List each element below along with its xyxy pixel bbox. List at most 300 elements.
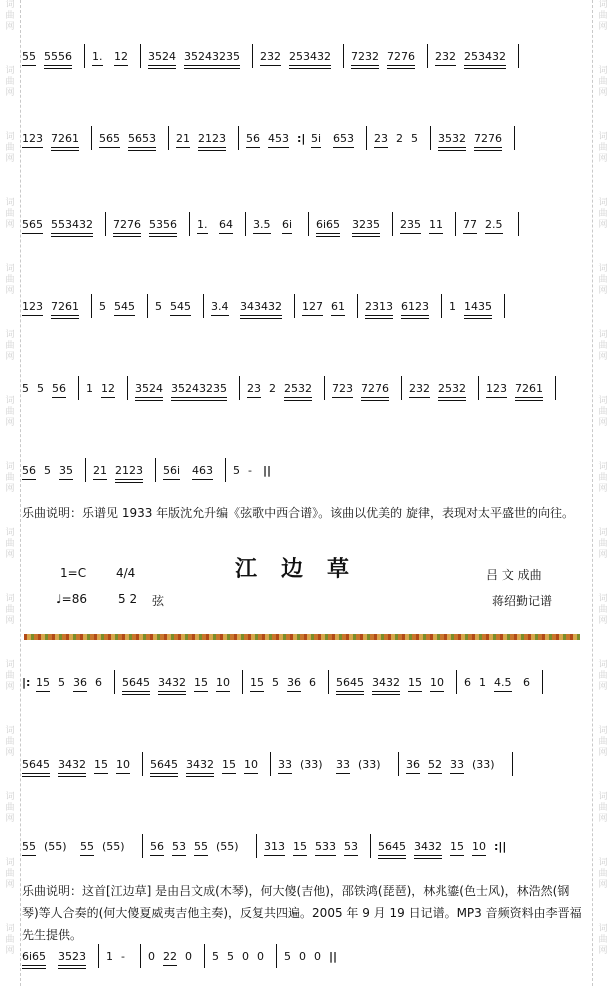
note-digits: 1. (197, 218, 208, 231)
underline-beam (93, 479, 107, 480)
underline-beam (198, 150, 226, 151)
note-digits: 0 (185, 950, 192, 963)
barline (238, 126, 239, 150)
note-digits: 253432 (464, 50, 506, 63)
note-digits: 56 (246, 132, 260, 145)
note-digits: 0 (148, 950, 155, 963)
note-digits: 36 (406, 758, 420, 771)
note-group (240, 300, 282, 314)
note-group (176, 132, 190, 146)
note-group (485, 218, 503, 232)
note-digits: (33) (358, 758, 381, 771)
note-group (316, 218, 340, 232)
repeat-or-end-barline: || (263, 464, 272, 477)
note-digits: 12 (114, 50, 128, 63)
note-digits: 3432 (186, 758, 214, 771)
string-tuning-label: 弦 (152, 594, 165, 608)
note-group (86, 382, 93, 396)
note-group (186, 758, 214, 772)
barline (504, 294, 505, 318)
underline-beam (414, 858, 442, 859)
note-group (523, 676, 530, 690)
underline-beam (115, 479, 143, 480)
note-group (449, 300, 456, 314)
note-digits: 15 (408, 676, 422, 689)
underline-beam (268, 147, 289, 148)
watermark-text: 词曲网 (598, 792, 608, 824)
note-group (365, 300, 393, 314)
score-row (22, 840, 582, 870)
note-group (435, 50, 456, 64)
underline-beam (438, 147, 466, 148)
note-group (148, 950, 155, 964)
score-row (22, 300, 582, 330)
underline-beam (240, 315, 282, 316)
underline-beam (450, 773, 464, 774)
underline-beam (351, 65, 379, 66)
underline-beam (115, 482, 143, 483)
note-digits: 653 (333, 132, 354, 145)
note-digits: 3432 (414, 840, 442, 853)
note-digits: 5 (272, 676, 279, 689)
barline (512, 752, 513, 776)
barline (343, 44, 344, 68)
note-digits: 7261 (51, 132, 79, 145)
underline-beam (336, 694, 364, 695)
note-digits: 15 (293, 840, 307, 853)
repeat-or-end-barline: :|| (494, 840, 507, 853)
note-digits: 11 (429, 218, 443, 231)
note-group (197, 218, 208, 232)
underline-beam (194, 691, 208, 692)
barline (518, 44, 519, 68)
note-group (272, 676, 279, 690)
barline (398, 752, 399, 776)
note-group (315, 840, 336, 854)
note-digits: (55) (102, 840, 125, 853)
note-digits: 533 (315, 840, 336, 853)
underline-beam (401, 315, 429, 316)
underline-beam (374, 147, 388, 148)
note-group (51, 300, 79, 314)
note-group (278, 758, 292, 772)
note-digits: 5645 (378, 840, 406, 853)
note-digits: 10 (472, 840, 486, 853)
underline-beam (122, 691, 150, 692)
note-group (227, 950, 234, 964)
barline (441, 294, 442, 318)
note-group (438, 132, 466, 146)
note-group (58, 758, 86, 772)
barline (78, 376, 79, 400)
note-group (172, 840, 186, 854)
note-group (352, 218, 380, 232)
underline-beam (372, 691, 400, 692)
underline-beam (409, 397, 430, 398)
underline-beam (36, 691, 50, 692)
note-group (93, 464, 107, 478)
note-group (411, 132, 418, 146)
note-digits: 3432 (58, 758, 86, 771)
barline (430, 126, 431, 150)
barline (91, 294, 92, 318)
underline-beam (464, 318, 492, 319)
note-digits: 6i65 (22, 950, 47, 963)
underline-beam (515, 400, 543, 401)
underline-beam (184, 68, 240, 69)
underline-beam (192, 479, 213, 480)
underline-beam (99, 147, 120, 148)
underline-beam (150, 773, 178, 774)
underline-beam (287, 691, 301, 692)
note-digits: 1 (479, 676, 486, 689)
underline-beam (264, 855, 285, 856)
note-digits: 5645 (336, 676, 364, 689)
underline-beam (194, 855, 208, 856)
underline-beam (365, 315, 393, 316)
watermark-text: 词曲网 (5, 594, 15, 626)
note-digits: - (121, 950, 125, 963)
note-group (438, 382, 466, 396)
score-row (22, 50, 582, 80)
barline (242, 670, 243, 694)
underline-beam (197, 233, 208, 234)
note-digits: 5i (311, 132, 322, 145)
note-digits: 6 (95, 676, 102, 689)
note-group (22, 758, 50, 772)
note-digits: 232 (435, 50, 456, 63)
underline-beam (372, 694, 400, 695)
note-group (185, 950, 192, 964)
note-group (36, 676, 50, 690)
barline (245, 212, 246, 236)
note-group (299, 950, 306, 964)
underline-beam (216, 691, 230, 692)
barline (328, 670, 329, 694)
note-group (22, 300, 43, 314)
underline-beam (22, 776, 50, 777)
note-digits: 15 (94, 758, 108, 771)
underline-beam (22, 968, 46, 969)
note-group (406, 758, 420, 772)
underline-beam (114, 315, 135, 316)
underline-beam (316, 236, 340, 237)
underline-beam (148, 65, 176, 66)
note-group (150, 758, 178, 772)
note-digits: 10 (244, 758, 258, 771)
note-digits: 3524 (148, 50, 176, 63)
underline-beam (278, 773, 292, 774)
underline-beam (92, 65, 103, 66)
note-group (472, 758, 495, 772)
barline (127, 376, 128, 400)
barline (225, 458, 226, 482)
note-group (158, 676, 186, 690)
barline (105, 212, 106, 236)
underline-beam (378, 855, 406, 856)
underline-beam (122, 694, 150, 695)
underline-beam (247, 397, 261, 398)
underline-beam (464, 68, 506, 69)
note-group (73, 676, 87, 690)
note-digits: (33) (472, 758, 495, 771)
note-group (184, 50, 240, 64)
underline-beam (315, 855, 336, 856)
note-digits: 2532 (438, 382, 466, 395)
watermark-text: 词曲网 (5, 330, 15, 362)
underline-beam (170, 315, 191, 316)
underline-beam (22, 147, 43, 148)
barline (308, 212, 309, 236)
underline-beam (22, 65, 36, 66)
underline-beam (408, 691, 422, 692)
note-digits: 7276 (361, 382, 389, 395)
score-row (22, 464, 582, 494)
note-group (463, 218, 477, 232)
underline-beam (361, 397, 389, 398)
note-group (474, 132, 502, 146)
underline-beam (464, 65, 506, 66)
barline (147, 294, 148, 318)
note-digits: 4.5 (494, 676, 512, 689)
underline-beam (486, 397, 507, 398)
barline (189, 212, 190, 236)
note-digits: 3532 (438, 132, 466, 145)
underline-beam (158, 691, 186, 692)
note-group (336, 676, 364, 690)
underline-beam (59, 479, 73, 480)
note-group (194, 676, 208, 690)
note-group (102, 840, 125, 854)
note-digits: 35243235 (171, 382, 227, 395)
note-group (135, 382, 163, 396)
watermark-text: 词曲网 (598, 924, 608, 956)
note-digits: 21 (93, 464, 107, 477)
note-digits: 5645 (22, 758, 50, 771)
watermark-text: 词曲网 (5, 924, 15, 956)
note-digits: 33 (336, 758, 350, 771)
underline-beam (336, 691, 364, 692)
note-digits: 5645 (150, 758, 178, 771)
underline-beam (250, 691, 264, 692)
note-digits: 7232 (351, 50, 379, 63)
note-group (94, 758, 108, 772)
note-digits: 545 (114, 300, 135, 313)
note-group (101, 382, 115, 396)
note-digits: 35 (59, 464, 73, 477)
song-title: 江边草 (235, 556, 374, 582)
underline-beam (515, 397, 543, 398)
note-group (150, 840, 164, 854)
note-group (198, 132, 226, 146)
note-group (314, 950, 321, 964)
note-group (58, 676, 65, 690)
barline (518, 212, 519, 236)
underline-beam (260, 65, 281, 66)
underline-beam (51, 318, 79, 319)
note-group (378, 840, 406, 854)
underline-beam (51, 233, 93, 234)
note-digits: 2123 (198, 132, 226, 145)
note-digits: 15 (36, 676, 50, 689)
note-group (92, 50, 103, 64)
barline (98, 944, 99, 968)
note-digits: 127 (302, 300, 323, 313)
underline-beam (113, 233, 141, 234)
underline-beam (22, 965, 46, 966)
note-digits: 5 (155, 300, 162, 313)
underline-beam (58, 773, 86, 774)
note-group (95, 676, 102, 690)
underline-beam (158, 694, 186, 695)
note-group (284, 382, 312, 396)
note-digits: 463 (192, 464, 213, 477)
note-group (155, 300, 162, 314)
note-digits: 123 (486, 382, 507, 395)
underline-beam (289, 65, 331, 66)
note-digits: 3432 (158, 676, 186, 689)
note-digits: 61 (331, 300, 345, 313)
note-digits: 232 (260, 50, 281, 63)
underline-beam (429, 233, 443, 234)
underline-beam (401, 318, 429, 319)
note-digits: 0 (299, 950, 306, 963)
note-digits: 53 (172, 840, 186, 853)
note-group (114, 50, 128, 64)
note-digits: 7276 (113, 218, 141, 231)
note-digits: 2313 (365, 300, 393, 313)
watermark-text: 词曲网 (598, 396, 608, 428)
barline (427, 44, 428, 68)
note-digits: 1 (86, 382, 93, 395)
watermark-text: 词曲网 (5, 396, 15, 428)
note-group (311, 132, 321, 146)
watermark-text: 词曲网 (598, 726, 608, 758)
underline-beam (198, 147, 226, 148)
underline-beam (406, 773, 420, 774)
note-digits: - (248, 464, 252, 477)
note-group (51, 218, 93, 232)
underline-beam (450, 855, 464, 856)
note-group (250, 676, 264, 690)
note-group (99, 132, 120, 146)
barline (140, 44, 141, 68)
underline-beam (378, 858, 406, 859)
underline-beam (331, 315, 345, 316)
note-group (44, 840, 67, 854)
note-digits: 3235 (352, 218, 380, 231)
note-group (400, 218, 421, 232)
transcriber-credit: 蒋绍勤记谱 (492, 594, 553, 608)
note-group (246, 132, 260, 146)
watermark-text: 词曲网 (5, 528, 15, 560)
barline (140, 944, 141, 968)
underline-beam (116, 773, 130, 774)
note-group (22, 840, 36, 854)
underline-beam (222, 773, 236, 774)
note-group (253, 218, 271, 232)
note-group (149, 218, 177, 232)
note-digits: 35243235 (184, 50, 240, 63)
note-digits: 3524 (135, 382, 163, 395)
note-digits: 3432 (372, 676, 400, 689)
underline-beam (114, 65, 128, 66)
underline-beam (58, 968, 86, 969)
note-group (430, 676, 444, 690)
watermark-text: 词曲网 (5, 660, 15, 692)
barline (324, 376, 325, 400)
note-group (59, 464, 73, 478)
score-row (22, 950, 582, 980)
note-group (148, 50, 176, 64)
note-group (486, 382, 507, 396)
underline-beam (485, 233, 503, 234)
underline-beam (73, 691, 87, 692)
note-digits: 235 (400, 218, 421, 231)
note-group (51, 132, 79, 146)
note-group (464, 50, 506, 64)
note-group (358, 758, 381, 772)
watermark-text: 词曲网 (5, 858, 15, 890)
note-digits: 123 (22, 132, 43, 145)
note-group (170, 300, 191, 314)
note-digits: 12 (101, 382, 115, 395)
note-digits: 22 (163, 950, 177, 963)
note-digits: 553432 (51, 218, 93, 231)
note-group (494, 676, 512, 690)
note-group (269, 382, 276, 396)
note-group (344, 840, 358, 854)
note-digits: 3.5 (253, 218, 271, 231)
note-digits: 0 (257, 950, 264, 963)
note-digits: 10 (216, 676, 230, 689)
barline (204, 944, 205, 968)
barline (555, 376, 556, 400)
note-digits: 0 (314, 950, 321, 963)
underline-beam (148, 68, 176, 69)
note-group (464, 676, 471, 690)
note-group (163, 950, 177, 964)
note-group (289, 50, 331, 64)
underline-beam (22, 773, 50, 774)
underline-beam (22, 855, 36, 856)
note-digits: 36 (73, 676, 87, 689)
underline-beam (494, 691, 512, 692)
watermark-text: 词曲网 (5, 462, 15, 494)
underline-beam (44, 68, 72, 69)
note-digits: 56 (22, 464, 36, 477)
note-group (287, 676, 301, 690)
note-group (409, 382, 430, 396)
note-group (332, 382, 353, 396)
note-group (472, 840, 486, 854)
note-digits: 7261 (515, 382, 543, 395)
note-digits: 565 (99, 132, 120, 145)
note-group (22, 50, 36, 64)
note-digits: 56 (52, 382, 66, 395)
note-digits: 55 (80, 840, 94, 853)
underline-beam (171, 400, 227, 401)
barline (142, 834, 143, 858)
barline (514, 126, 515, 150)
note-digits: 5 (22, 382, 29, 395)
note-digits: 5653 (128, 132, 156, 145)
barline (456, 670, 457, 694)
note-digits: 6 (309, 676, 316, 689)
note-digits: 123 (22, 300, 43, 313)
underline-beam (58, 776, 86, 777)
underline-beam (316, 233, 340, 234)
